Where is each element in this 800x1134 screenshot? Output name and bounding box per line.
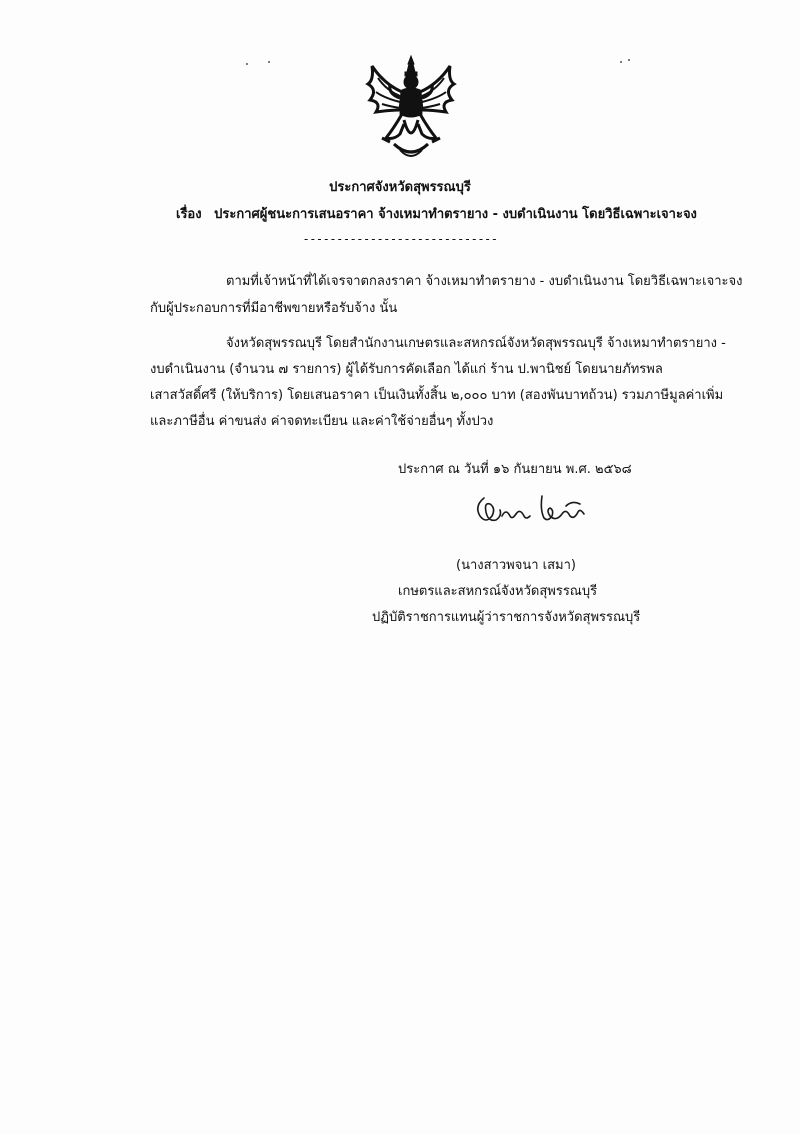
- paragraph1-line1: ตามที่เจ้าหน้าที่ได้เจรจาตกลงราคา จ้างเหมาทำตรายาง - งบดำเนินงาน โดยวิธีเฉพาะเจาะจง: [226, 274, 743, 289]
- signatory-name: (นางสาวพจนา เสมา): [456, 558, 576, 573]
- handwritten-signature: [470, 486, 590, 536]
- paragraph1-line2: กับผู้ประกอบการที่มีอาชีพขายหรือรับจ้าง นั้น: [150, 301, 398, 316]
- subject-text: ประกาศผู้ชนะการเสนอราคา จ้างเหมาทำตรายาง - งบดำเนินงาน โดยวิธีเฉพาะเจาะจง: [214, 207, 697, 222]
- announcement-subject: [176, 203, 697, 224]
- announcement-date: ประกาศ ณ วันที่ ๑๖ กันยายน พ.ศ. ๒๕๖๘: [398, 462, 632, 477]
- paragraph2-line2: งบดำเนินงาน (จำนวน ๗ รายการ) ผู้ได้รับการคัดเลือก ได้แก่ ร้าน ป.พานิชย์ โดยนายภัทรพล: [150, 362, 663, 377]
- signatory-acting: ปฏิบัติราชการแทนผู้ว่าราชการจังหวัดสุพรรณบุรี: [372, 610, 641, 625]
- title-divider: -----------------------------: [302, 232, 498, 246]
- garuda-emblem: [364, 54, 458, 164]
- paragraph2-line4: และภาษีอื่น ค่าขนส่ง ค่าจดทะเบียน และค่าใช้จ่ายอื่นๆ ทั้งปวง: [150, 414, 494, 429]
- announcement-title: ประกาศจังหวัดสุพรรณบุรี: [329, 180, 471, 195]
- paragraph2-line1: จังหวัดสุพรรณบุรี โดยสำนักงานเกษตรและสหกรณ์จังหวัดสุพรรณบุรี จ้างเหมาทำตรายาง -: [226, 336, 726, 351]
- signatory-position: เกษตรและสหกรณ์จังหวัดสุพรรณบุรี: [398, 584, 598, 599]
- subject-label: เรื่อง: [176, 207, 202, 222]
- paragraph2-line3: เสาสวัสดิ์ศรี (ให้บริการ) โดยเสนอราคา เป็นเงินทั้งสิ้น ๒,๐๐๐ บาท (สองพันบาทถ้วน) รวมภาษีมูลค่าเพิ่ม: [150, 388, 724, 403]
